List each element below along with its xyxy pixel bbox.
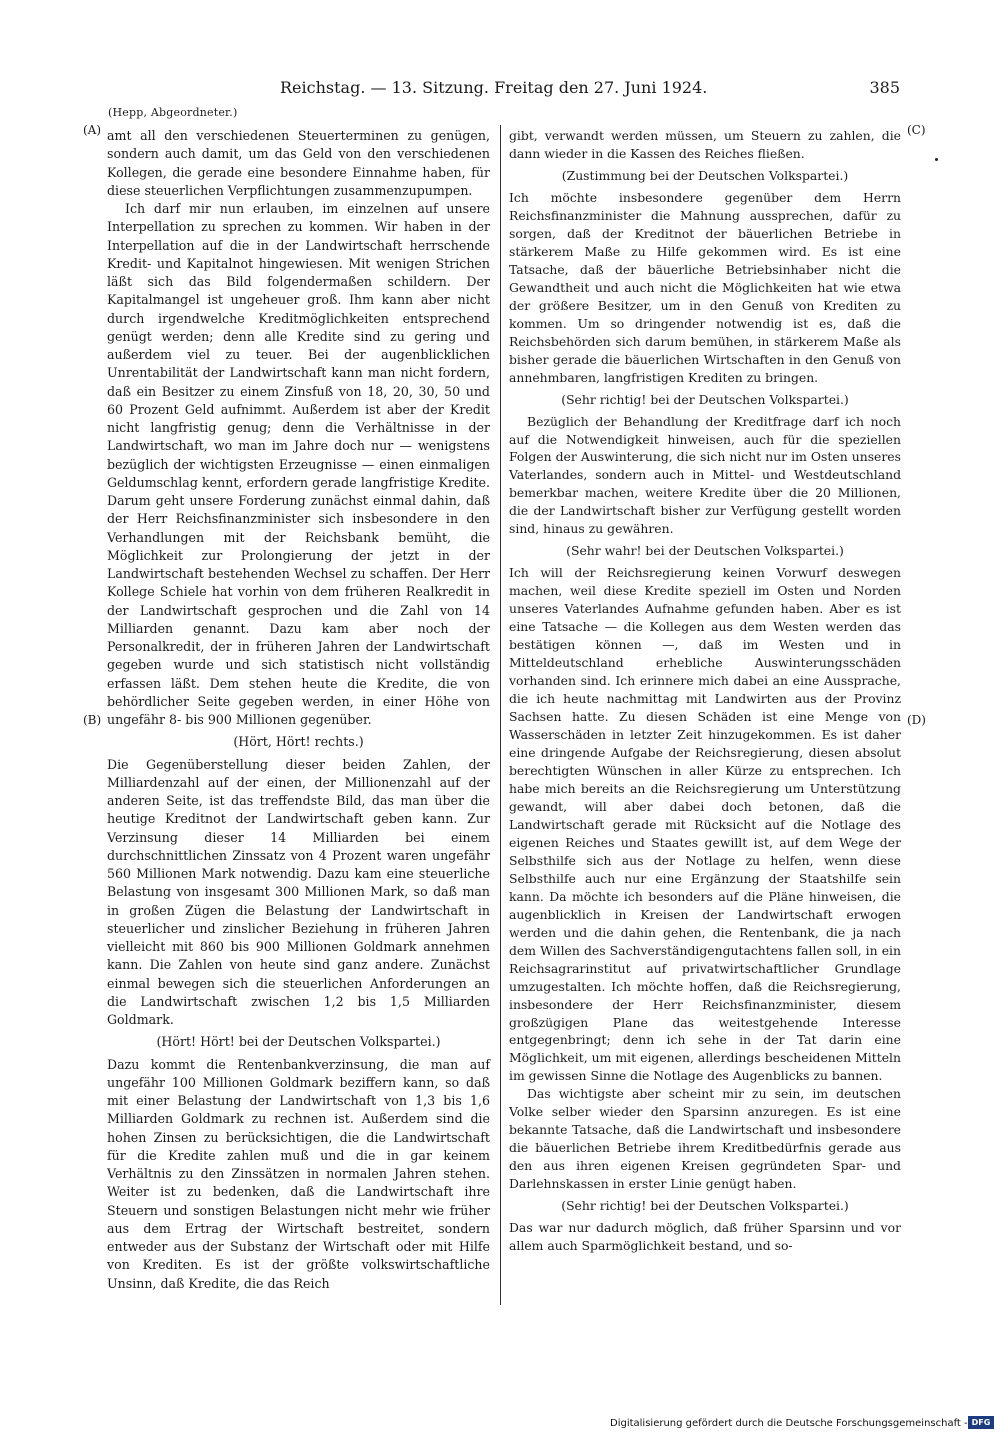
interjection-remark: (Hört, Hört! rechts.): [233, 734, 364, 750]
interjection-remark: (Sehr richtig! bei der Deutschen Volkspartei.): [561, 1198, 849, 1214]
page-number: 385: [869, 78, 900, 97]
interjection-remark: (Sehr richtig! bei der Deutschen Volkspartei.): [561, 391, 849, 407]
body-paragraph: gibt, verwandt werden müssen, um Steuern zu zahlen, die dann wieder in die Kassen des Reiches fließen.: [509, 128, 901, 161]
body-paragraph: Ich will der Reichsregierung keinen Vorwurf deswegen machen, weil diese Kredite speziell im Osten und Norden unseres Vaterlandes Aufnahme gefunden haben. Aber es ist eine Tatsache — die Kollegen aus dem Westen werden das bestätigen können —, daß im Westen und in Mitteldeutschland erhebliche Auswinterungsschäden vorhanden sind. Ich erinnere mich dabei an eine Aussprache, die ich heute nachmittag mit Landwirten aus der Provinz Sachsen hatte. Zu diesen Schäden ist eine Menge von Wasserschäden in letzter Zeit hinzugekommen. Es ist daher eine dringende Aufgabe der Reichsregierung, diesen absolut berechtigten Wünschen in aller Kürze zu entsprechen. Ich habe mich bereits an die Reichsregierung um Unterstützung gewandt, will aber dabei doch betonen, daß die Landwirtschaft gerade mit Rücksicht auf die Notlage des eigenen Reiches und Staates gewillt ist, auf dem Wege der Selbsthilfe sich aus der Notlage zu helfen, wenn diese Selbsthilfe auch nur eine Ergänzung der Staatshilfe sein kann. Da möchte ich besonders auf die Pläne hinweisen, die augenblicklich in Kreisen der Landwirtschaft erwogen werden und die dahin gehen, die Rentenbank, die ja nach dem Willen des Sachverständigengutachtens fallen soll, in ein Reichsagrarinstitut auf privatwirtschaftlicher Grundlage umzugestalten. Ich möchte hoffen, daß die Reichsregierung, insbesondere der Herr Reichsfinanzminister, diesem großzügigen Plane das weitestgehende Interesse entgegenbringt; denn ich sehe in der Tat darin eine Möglichkeit, um mit eigenen, allerdings bescheidenen Mitteln im gewissen Sinne die Notlage des Augenblicks zu bannen.: [509, 565, 901, 1084]
interjection-remark: (Sehr wahr! bei der Deutschen Volkspartei.): [566, 543, 844, 559]
margin-letter-a: (A): [83, 123, 102, 137]
body-paragraph: Das wichtigste aber scheint mir zu sein, im deutschen Volke selber wieder den Sparsinn anzuregen. Es ist eine bekannte Tatsache, daß die Landwirtschaft und insbesondere die bäuerlichen Betriebe ihrem Kreditbedürfnis gerade aus den aus ihren eigenen Kreisen gegründeten Spar- und Darlehnskassen in erster Linie genügt haben.: [509, 1086, 901, 1192]
interjection-remark: (Zustimmung bei der Deutschen Volkspartei.): [561, 167, 849, 183]
interjection-remark: (Hört! Hört! bei der Deutschen Volkspartei.): [156, 1034, 441, 1050]
footer-credit: Digitalisierung gefördert durch die Deutsche Forschungsgemeinschaft -: [610, 1418, 968, 1429]
body-paragraph: Ich möchte insbesondere gegenüber dem Herrn Reichsfinanzminister die Mahnung aussprechen, dafür zu sorgen, daß der Kreditnot der bäuerlichen Betriebe in stärkerem Maße zu Hilfe gekommen wird. Es ist eine Tatsache, daß der bäuerliche Betriebsinhaber nicht die Gewandtheit und auch nicht die Möglichkeiten hat wie etwa der größere Besitzer, um in den Genuß von Krediten zu kommen. Um so dringender notwendig ist es, daß die Reichsbehörden sich darum bemühen, in stärkerem Maße als bisher gerade die bäuerlichen Wirtschaften in den Genuß von annehmbaren, langfristigen Krediten zu bringen.: [509, 189, 901, 385]
margin-letter-b: (B): [83, 713, 102, 727]
column-divider: [500, 125, 501, 1305]
running-head-title: Reichstag. — 13. Sitzung. Freitag den 27. Juni 1924.: [280, 78, 708, 97]
body-paragraph: Das war nur dadurch möglich, daß früher Sparsinn und vor allem auch Sparmöglichkeit bestand, und so-: [509, 1220, 901, 1254]
left-column: [107, 127, 490, 1293]
dfg-logo: DFG: [968, 1416, 994, 1429]
right-column: [509, 127, 901, 1255]
body-paragraph: amt all den verschiedenen Steuerterminen zu genügen, sondern auch damit, um das Geld von den verschiedenen Kollegen, die gerade eine besondere Einnahme haben, für diese steuerlichen Verpflichtungen zusammenzupumpen.: [107, 128, 490, 198]
body-paragraph: Die Gegenüberstellung dieser beiden Zahlen, der Milliardenzahl auf der einen, der Millionenzahl auf der anderen Seite, ist das treffendste Bild, das man über die heutige Kreditnot der Landwirtschaft geben kann. Zur Verzinsung dieser 14 Milliarden bei einem durchschnittlichen Zinssatz von 4 Prozent waren ungefähr 560 Millionen Mark notwendig. Dazu kam eine steuerliche Belastung von insgesamt 300 Millionen Mark, so daß man in großen Zügen die Belastung der Landwirtschaft in steuerlicher und zinslicher Beziehung in früheren Jahren vielleicht mit 860 bis 900 Millionen Goldmark annehmen kann. Die Zahlen von heute sind ganz andere. Zunächst einmal bewegen sich die steuerlichen Anforderungen an die Landwirtschaft zwischen 1,2 bis 1,5 Milliarden Goldmark.: [107, 756, 490, 1027]
running-header: [280, 78, 900, 102]
margin-letter-d: (D): [907, 713, 926, 727]
margin-letter-c: (C): [907, 123, 926, 137]
body-paragraph: Bezüglich der Behandlung der Kreditfrage darf ich noch auf die Notwendigkeit hinweisen, auch für die speziellen Folgen der Auswinterung, die sich nicht nur im Osten unseres Vaterlandes, sondern auch in Mittel- und Westdeutschland bemerkbar machen, weitere Kredite über die 20 Millionen, die der Landwirtschaft bisher zur Verfügung gestellt worden sind, hinaus zu gewähren.: [509, 413, 901, 537]
speaker-line: (Hepp, Abgeordneter.): [108, 106, 238, 119]
body-paragraph: Dazu kommt die Rentenbankverzinsung, die man auf ungefähr 100 Millionen Goldmark beziffern kann, so daß mit einer Belastung der Landwirtschaft von 1,3 bis 1,6 Milliarden Goldmark zu rechnen ist. Außerdem sind die hohen Zinsen zu berücksichtigen, die die Landwirtschaft für die Kredite zahlen muß und die in gar keinem Verhältnis zu den Zinssätzen in normalen Jahren stehen. Weiter ist zu bedenken, daß die Landwirtschaft ihre Steuern und sonstigen Belastungen nicht mehr wie früher aus dem Ertrag der Wirtschaft bestreitet, sondern entweder aus der Substanz der Wirtschaft oder mit Hilfe von Krediten. Es ist der größte volkswirtschaftliche Unsinn, daß Kredite, die das Reich: [107, 1056, 490, 1291]
margin-dot: [935, 158, 938, 161]
body-paragraph: Ich darf mir nun erlauben, im einzelnen auf unsere Interpellation zu sprechen zu kommen. Wir haben in der Interpellation auf die in der Landwirtschaft herrschende Kredit- und Kapitalnot hingewiesen. Mit wenigen Strichen läßt sich das Bild folgendermaßen schildern. Der Kapitalmangel ist ungeheuer groß. Ihm kann aber nicht durch irgendwelche Kreditmöglichkeiten entsprechend genügt werden; denn alle Kredite sind zu gering und außerdem viel zu teuer. Bei der augenblicklichen Unrentabilität der Landwirtschaft kann man nicht fordern, daß ein Besitzer zu einem Zinsfuß von 18, 20, 30, 50 und 60 Prozent Geld aufnimmt. Außerdem ist aber der Kredit nicht langfristig genug; denn die Verhältnisse in der Landwirtschaft, wo man im Jahre doch nur — wenigstens bezüglich der wichtigsten Erzeugnisse — einen einmaligen Geldumschlag kennt, erfordern gerade langfristige Kredite. Darum geht unsere Forderung zunächst einmal dahin, daß der Herr Reichsfinanzminister sich insbesondere in den Verhandlungen mit der Reichsbank bemüht, die Möglichkeit zur Prolongierung der jetzt in der Landwirtschaft bestehenden Wechsel zu schaffen. Der Herr Kollege Schiele hat vorhin von dem früheren Realkredit in der Landwirtschaft gesprochen und die Zahl von 14 Milliarden genannt. Dazu kam aber noch der Personalkredit, der in früheren Jahren der Landwirtschaft gegeben wurde und sich statistisch nicht vollständig erfassen läßt. Dem stehen heute die Kredite, die von behördlicher Seite gegeben werden, in einer Höhe von ungefähr 8- bis 900 Millionen gegenüber.: [107, 201, 490, 727]
